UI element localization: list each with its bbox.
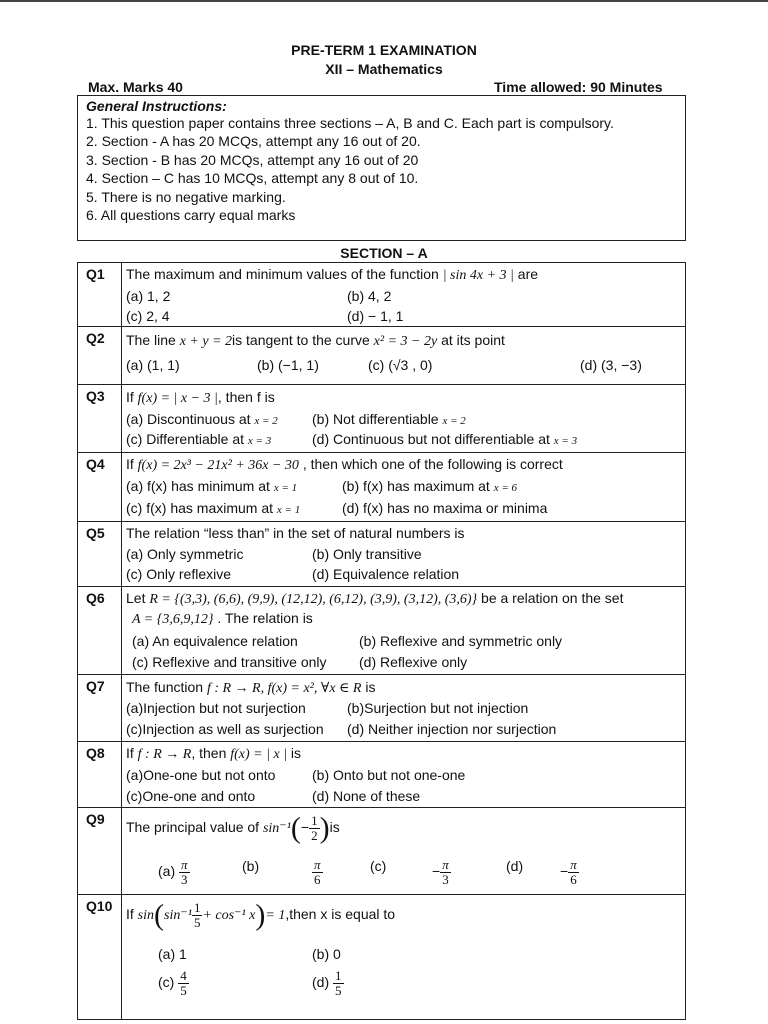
subject-title: XII – Mathematics bbox=[325, 61, 443, 77]
question-number: Q2 bbox=[78, 327, 122, 385]
question-row-q5 bbox=[78, 522, 686, 587]
question-stem: If f(x) = | x − 3 |, then f is bbox=[126, 389, 275, 406]
time-allowed: Time allowed: 90 Minutes bbox=[494, 79, 663, 95]
question-body bbox=[122, 327, 686, 385]
question-body bbox=[122, 808, 686, 895]
exam-title: PRE-TERM 1 EXAMINATION bbox=[291, 42, 477, 58]
option-c-value: − $\frac{\pi}{3}$ bbox=[432, 857, 449, 887]
option-b: (b) Onto but not one-one bbox=[312, 767, 466, 783]
stem-fraction: $\frac{1}{2}$ bbox=[311, 813, 318, 843]
option-d: (d) Continuous but not differentiable at x = 3 bbox=[312, 431, 578, 447]
question-row-q7 bbox=[78, 675, 686, 742]
section-title: SECTION – A bbox=[340, 245, 428, 261]
option-d: (d) $\frac{1}{5}$ bbox=[312, 968, 342, 998]
question-body bbox=[122, 675, 686, 742]
question-stem: Let R = {(3,3), (6,6), (9,9), (12,12), (6,12), (3,9), (3,12), (3,6)} be a relation on the set bbox=[126, 590, 624, 607]
option-d: (d) None of these bbox=[312, 788, 421, 804]
option-b: (b) Only transitive bbox=[312, 546, 422, 562]
question-stem: The maximum and minimum values of the function | sin 4x + 3 | are bbox=[126, 266, 539, 283]
question-row-q4 bbox=[78, 453, 686, 522]
instruction-item: 6. All questions carry equal marks bbox=[86, 207, 296, 224]
question-number: Q7 bbox=[78, 675, 122, 742]
option-a: (a) f(x) has minimum at x = 1 bbox=[126, 478, 298, 494]
question-number: Q9 bbox=[78, 808, 122, 895]
option-b: (b) 4, 2 bbox=[347, 288, 392, 304]
question-body bbox=[122, 263, 686, 327]
instruction-item: 4. Section – C has 10 MCQs, attempt any 8 out of 10. bbox=[86, 170, 419, 187]
option-c: (c) bbox=[370, 858, 387, 874]
question-body bbox=[122, 522, 686, 587]
question-row-q3 bbox=[78, 385, 686, 453]
question-stem-line2: A = {3,6,9,12} . The relation is bbox=[132, 610, 313, 627]
question-body bbox=[122, 453, 686, 522]
option-d: (d) bbox=[506, 858, 524, 874]
option-d: (d) Equivalence relation bbox=[312, 566, 460, 582]
option-a: (a) An equivalence relation bbox=[132, 633, 298, 649]
question-row-q10 bbox=[78, 895, 686, 1020]
max-marks: Max. Marks 40 bbox=[88, 79, 183, 95]
option-b-value: $\frac{\pi}{6}$ bbox=[314, 857, 321, 887]
question-number: Q4 bbox=[78, 453, 122, 522]
option-b: (b) 0 bbox=[312, 946, 341, 962]
option-d: (d) (3, −3) bbox=[580, 357, 642, 373]
instruction-item: 5. There is no negative marking. bbox=[86, 188, 286, 205]
question-number: Q6 bbox=[78, 587, 122, 675]
question-body bbox=[122, 587, 686, 675]
top-rule bbox=[0, 0, 768, 2]
option-c: (c)Injection as well as surjection bbox=[126, 721, 324, 737]
question-stem: If f : R → R, then f(x) = | x | is bbox=[126, 745, 302, 762]
option-c: (c) Differentiable at x = 3 bbox=[126, 431, 272, 447]
question-stem: If f(x) = 2x³ − 21x² + 36x − 30 , then which one of the following is correct bbox=[126, 456, 563, 473]
instructions-heading: General Instructions: bbox=[86, 98, 227, 114]
question-stem: The relation “less than” in the set of natural numbers is bbox=[126, 525, 465, 541]
question-body bbox=[122, 895, 686, 1020]
option-b: (b)Surjection but not injection bbox=[347, 700, 529, 716]
option-b: (b) (−1, 1) bbox=[257, 357, 319, 373]
question-number: Q8 bbox=[78, 742, 122, 808]
option-d: (d) f(x) has no maxima or minima bbox=[342, 500, 548, 516]
question-body bbox=[122, 742, 686, 808]
option-d: (d) − 1, 1 bbox=[347, 308, 404, 324]
option-c: (c) Reflexive and transitive only bbox=[132, 654, 327, 670]
question-row-q8 bbox=[78, 742, 686, 808]
question-stem: The line x + y = 2is tangent to the curve x² = 3 − 2y at its point bbox=[126, 332, 505, 349]
option-a: (a)One-one but not onto bbox=[126, 767, 276, 783]
question-stem: The principal value of sin⁻¹(− $\frac{1}{2}$ )is bbox=[126, 811, 340, 845]
instruction-item: 1. This question paper contains three sections – A, B and C. Each part is compulsory. bbox=[86, 115, 614, 131]
option-b: (b) bbox=[242, 858, 260, 874]
option-c: (c) 2, 4 bbox=[126, 308, 170, 324]
question-body bbox=[122, 385, 686, 453]
option-c: (c) (√3 , 0) bbox=[368, 357, 433, 373]
option-d: (d) Reflexive only bbox=[359, 654, 468, 670]
question-row-q9 bbox=[78, 808, 686, 895]
option-a: (a) Discontinuous at x = 2 bbox=[126, 411, 278, 427]
question-number: Q5 bbox=[78, 522, 122, 587]
option-c: (c) f(x) has maximum at x = 1 bbox=[126, 500, 301, 516]
instruction-item: 2. Section - A has 20 MCQs, attempt any 16 out of 20. bbox=[86, 133, 421, 150]
option-a: (a)Injection but not surjection bbox=[126, 700, 306, 716]
option-d-value: − $\frac{\pi}{6}$ bbox=[560, 857, 577, 887]
question-number: Q1 bbox=[78, 263, 122, 327]
question-row-q6 bbox=[78, 587, 686, 675]
option-a: (a) 1, 2 bbox=[126, 288, 171, 304]
option-b: (b) Not differentiable x = 2 bbox=[312, 411, 466, 427]
option-c: (c) $\frac{4}{5}$ bbox=[158, 968, 187, 998]
question-number: Q10 bbox=[78, 895, 122, 1020]
general-instructions-box bbox=[77, 95, 686, 241]
option-a: (a) $\frac{\pi}{3}$ bbox=[158, 857, 188, 887]
option-c: (c)One-one and onto bbox=[126, 788, 256, 804]
question-row-q1 bbox=[78, 263, 686, 327]
option-a: (a) 1 bbox=[158, 946, 187, 962]
option-b: (b) f(x) has maximum at x = 6 bbox=[342, 478, 518, 494]
option-d: (d) Neither injection nor surjection bbox=[347, 721, 557, 737]
option-a: (a) (1, 1) bbox=[126, 357, 180, 373]
questions-table bbox=[77, 262, 686, 1020]
question-row-q2 bbox=[78, 327, 686, 385]
option-c: (c) Only reflexive bbox=[126, 566, 232, 582]
option-a: (a) Only symmetric bbox=[126, 546, 244, 562]
question-stem: The function f : R → R, f(x) = x², ∀x ∈ R is bbox=[126, 679, 376, 696]
option-b: (b) Reflexive and symmetric only bbox=[359, 633, 563, 649]
question-stem: If sin(sin⁻¹ $\frac{1}{5}$ + cos⁻¹ x)= 1,then x is equal to bbox=[126, 898, 396, 932]
question-number: Q3 bbox=[78, 385, 122, 453]
instruction-item: 3. Section - B has 20 MCQs, attempt any 16 out of 20 bbox=[86, 151, 419, 168]
